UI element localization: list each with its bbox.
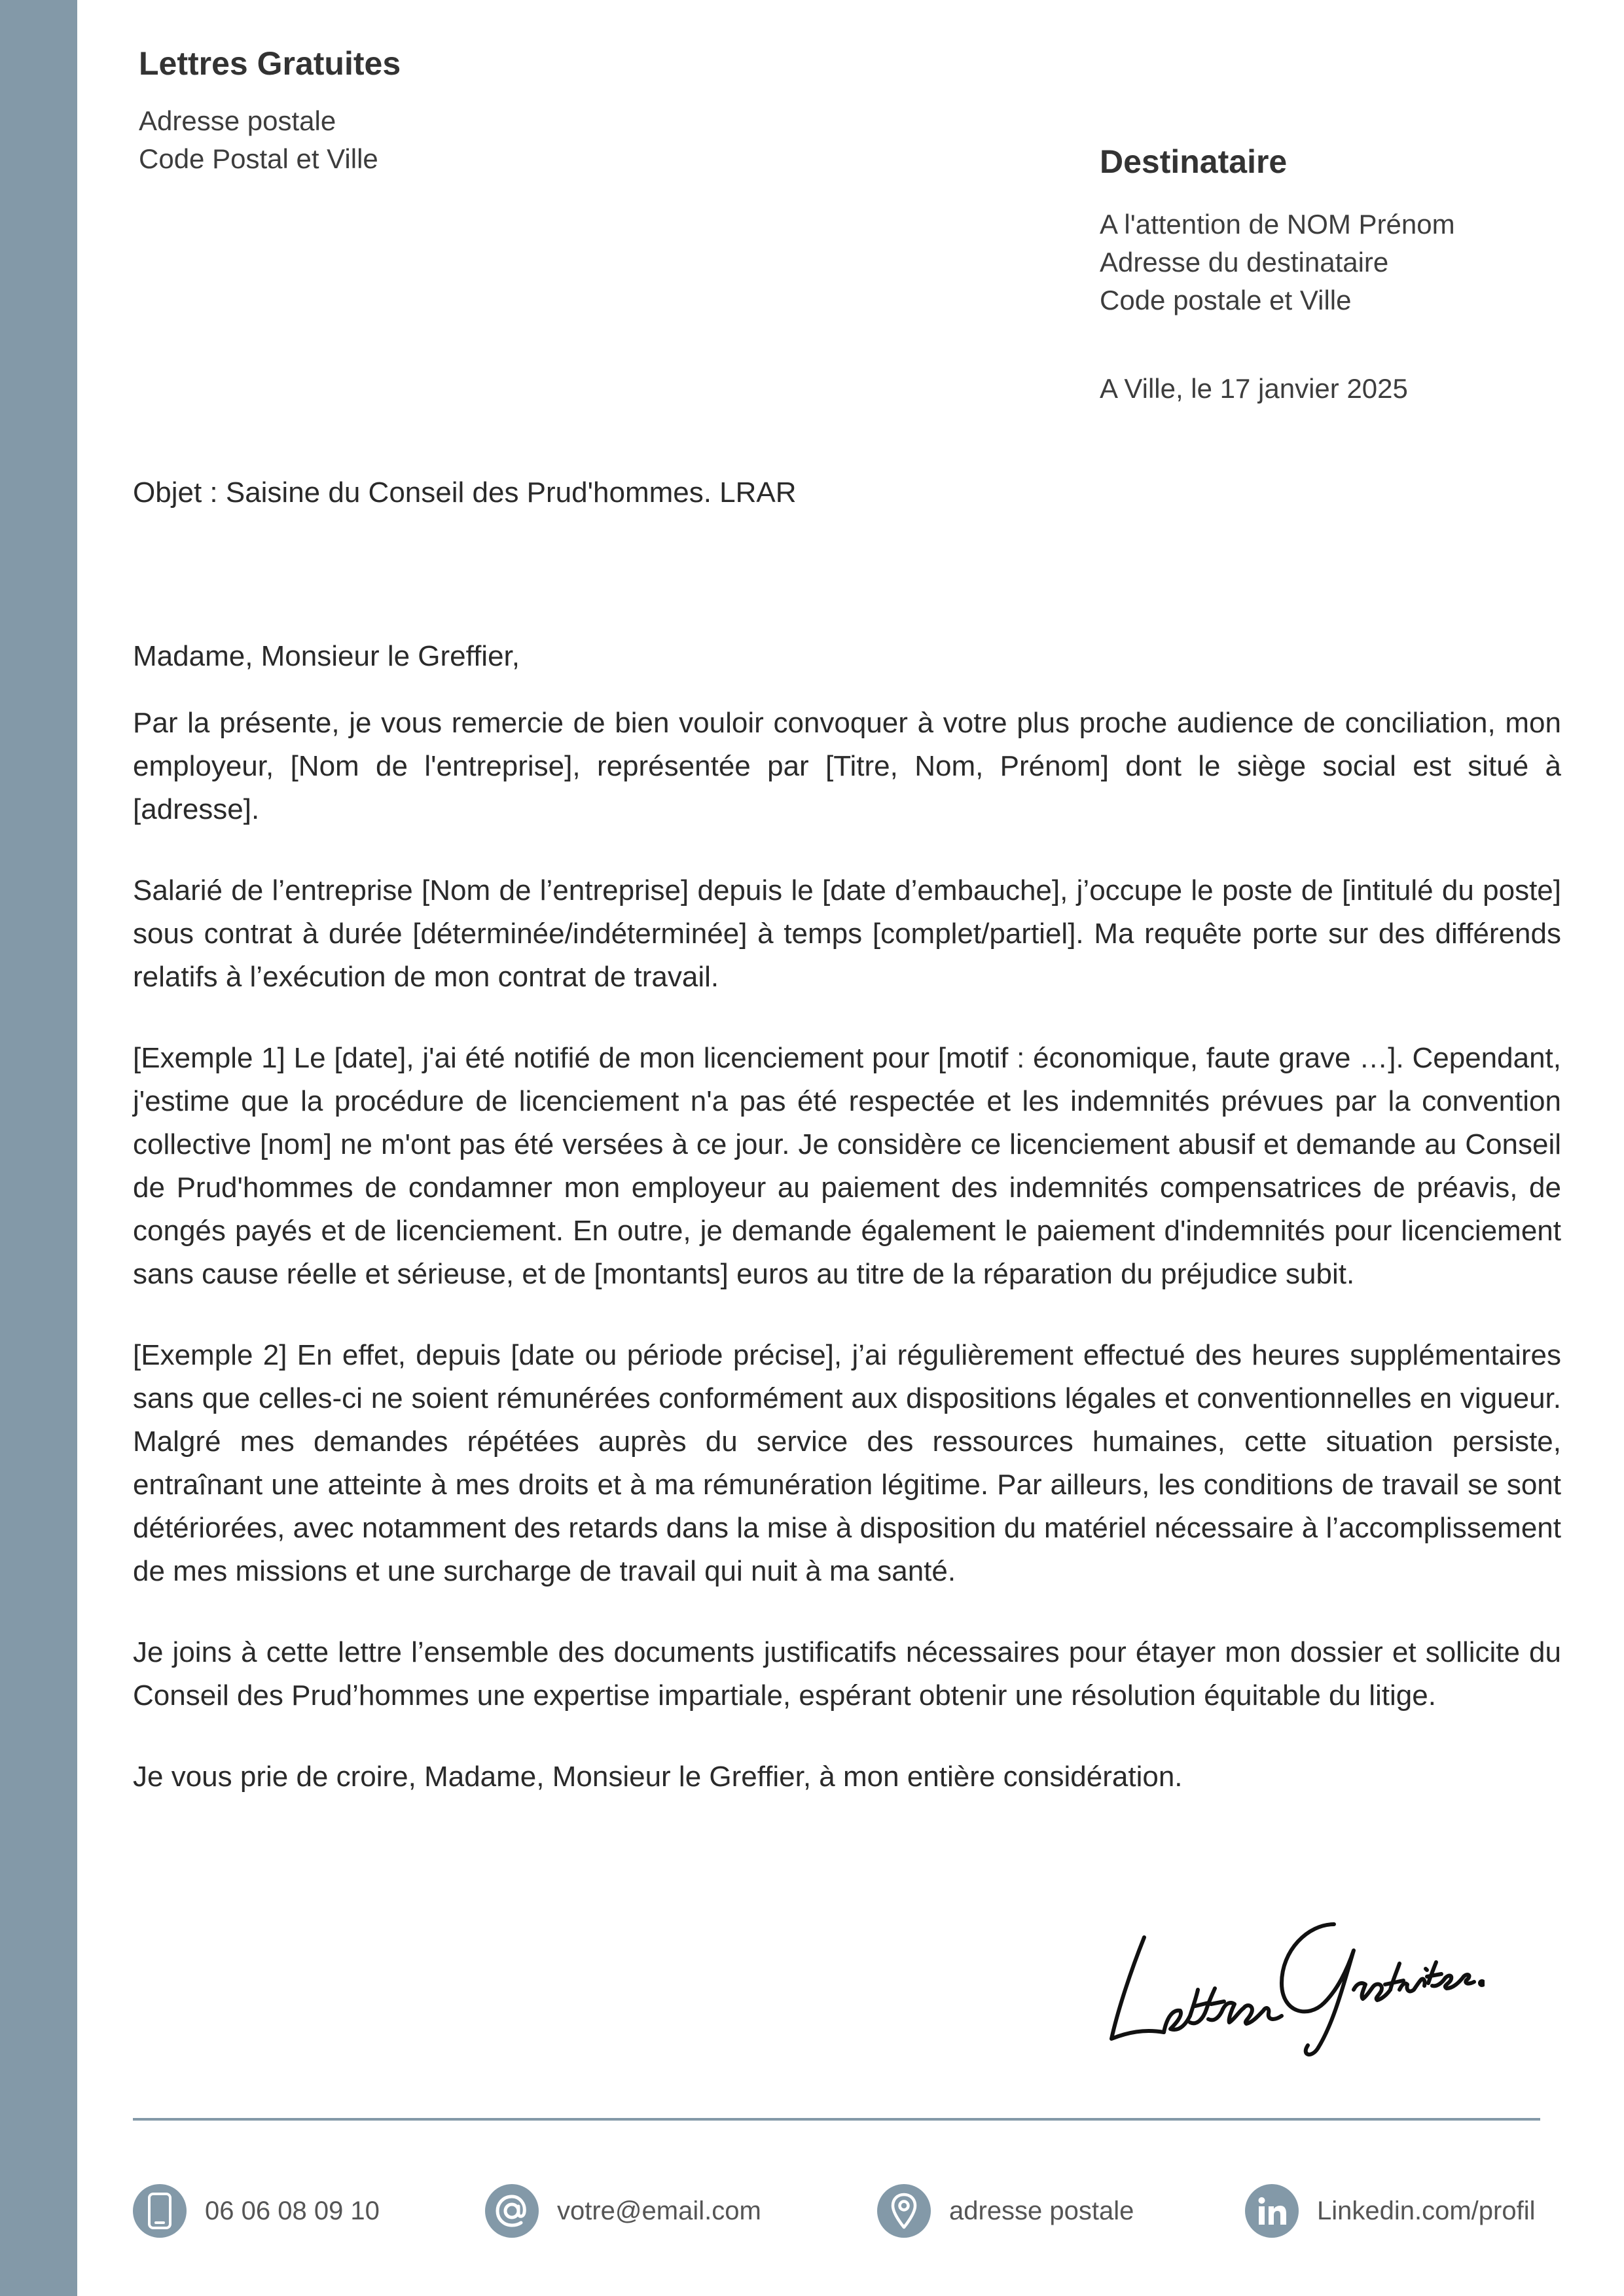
recipient-attention: A l'attention de NOM Prénom	[1100, 209, 1455, 240]
sender-name: Lettres Gratuites	[139, 45, 401, 82]
linkedin-profile-link[interactable]: Linkedin.com/profil	[1317, 2196, 1536, 2225]
paragraph-employment: Salarié de l’entreprise [Nom de l’entreprise] depuis le [date d’embauche], j’occupe le poste de [intitulé du poste] sous contrat à durée [déterminée/indéterminée] à temps [complet/partiel]. Ma requête porte sur des différends relatifs à l’exécution de mon contrat de travail.	[133, 874, 1561, 993]
at-icon	[485, 2184, 539, 2238]
phone-number[interactable]: 06 06 08 09 10	[205, 2196, 380, 2225]
closing-formula: Je vous prie de croire, Madame, Monsieur le Greffier, à mon entière considération.	[133, 1761, 1183, 1793]
footer-address	[877, 2184, 1134, 2238]
recipient-city: Code postale et Ville	[1100, 285, 1352, 315]
recipient-block	[1100, 143, 1455, 319]
postal-address: adresse postale	[949, 2196, 1134, 2225]
salutation: Madame, Monsieur le Greffier,	[133, 640, 520, 672]
paragraph-example-1: [Exemple 1] Le [date], j'ai été notifié de mon licenciement pour [motif : économique, faute grave …]. Cependant, j'estime que la procédure de licenciement n'a pas été respectée et les indemnités prévues par la convention collective [nom] ne m'ont pas été versées à ce jour. Je considère ce licenciement abusif et demande au Conseil de Prud'hommes de condamner mon employeur au paiement des indemnités compensatrices de préavis, de congés payés et de licenciement. En outre, je demande également le paiement d'indemnités pour licenciement sans cause réelle et sérieuse, et de [montants] euros au titre de la réparation du préjudice subit.	[133, 1042, 1561, 1290]
handwritten-signature	[1092, 1898, 1485, 2062]
letter-date: A Ville, le 17 janvier 2025	[1100, 373, 1408, 404]
sender-city: Code Postal et Ville	[139, 143, 378, 174]
email-address[interactable]: votre@email.com	[557, 2196, 761, 2225]
sender-block	[139, 45, 401, 178]
recipient-title: Destinataire	[1100, 143, 1288, 180]
letter-subject: Objet : Saisine du Conseil des Prud'hommes. LRAR	[133, 476, 797, 509]
sender-address: Adresse postale	[139, 105, 336, 136]
recipient-address: Adresse du destinataire	[1100, 247, 1389, 278]
footer-email	[485, 2184, 761, 2238]
linkedin-icon	[1245, 2184, 1299, 2238]
footer-divider	[133, 2118, 1540, 2121]
footer-phone	[133, 2184, 380, 2238]
paragraph-request: Par la présente, je vous remercie de bien vouloir convoquer à votre plus proche audience de conciliation, mon employeur, [Nom de l'entreprise], représentée par [Titre, Nom, Prénom] dont le siège social est situé à [adresse].	[133, 707, 1561, 825]
paragraph-attachments: Je joins à cette lettre l’ensemble des documents justificatifs nécessaires pour étayer mon dossier et sollicite du Conseil des Prud’hommes une expertise impartiale, espérant obtenir une résolution équitable du litige.	[133, 1636, 1561, 1712]
footer-linkedin	[1245, 2184, 1536, 2238]
letter-body	[133, 635, 1561, 1837]
left-accent-bar	[0, 0, 77, 2296]
phone-icon	[133, 2184, 187, 2238]
location-pin-icon	[877, 2184, 931, 2238]
paragraph-example-2: [Exemple 2] En effet, depuis [date ou période précise], j’ai régulièrement effectué des heures supplémentaires sans que celles-ci ne soient rémunérées conformément aux dispositions légales et conventionnelles en vigueur. Malgré mes demandes répétées auprès du service des ressources humaines, cette situation persiste, entraînant une atteinte à mes droits et à ma rémunération légitime. Par ailleurs, les conditions de travail se sont détériorées, avec notamment des retards dans la mise à disposition du matériel nécessaire à l’accomplissement de mes missions et une surcharge de travail qui nuit à ma santé.	[133, 1339, 1561, 1587]
